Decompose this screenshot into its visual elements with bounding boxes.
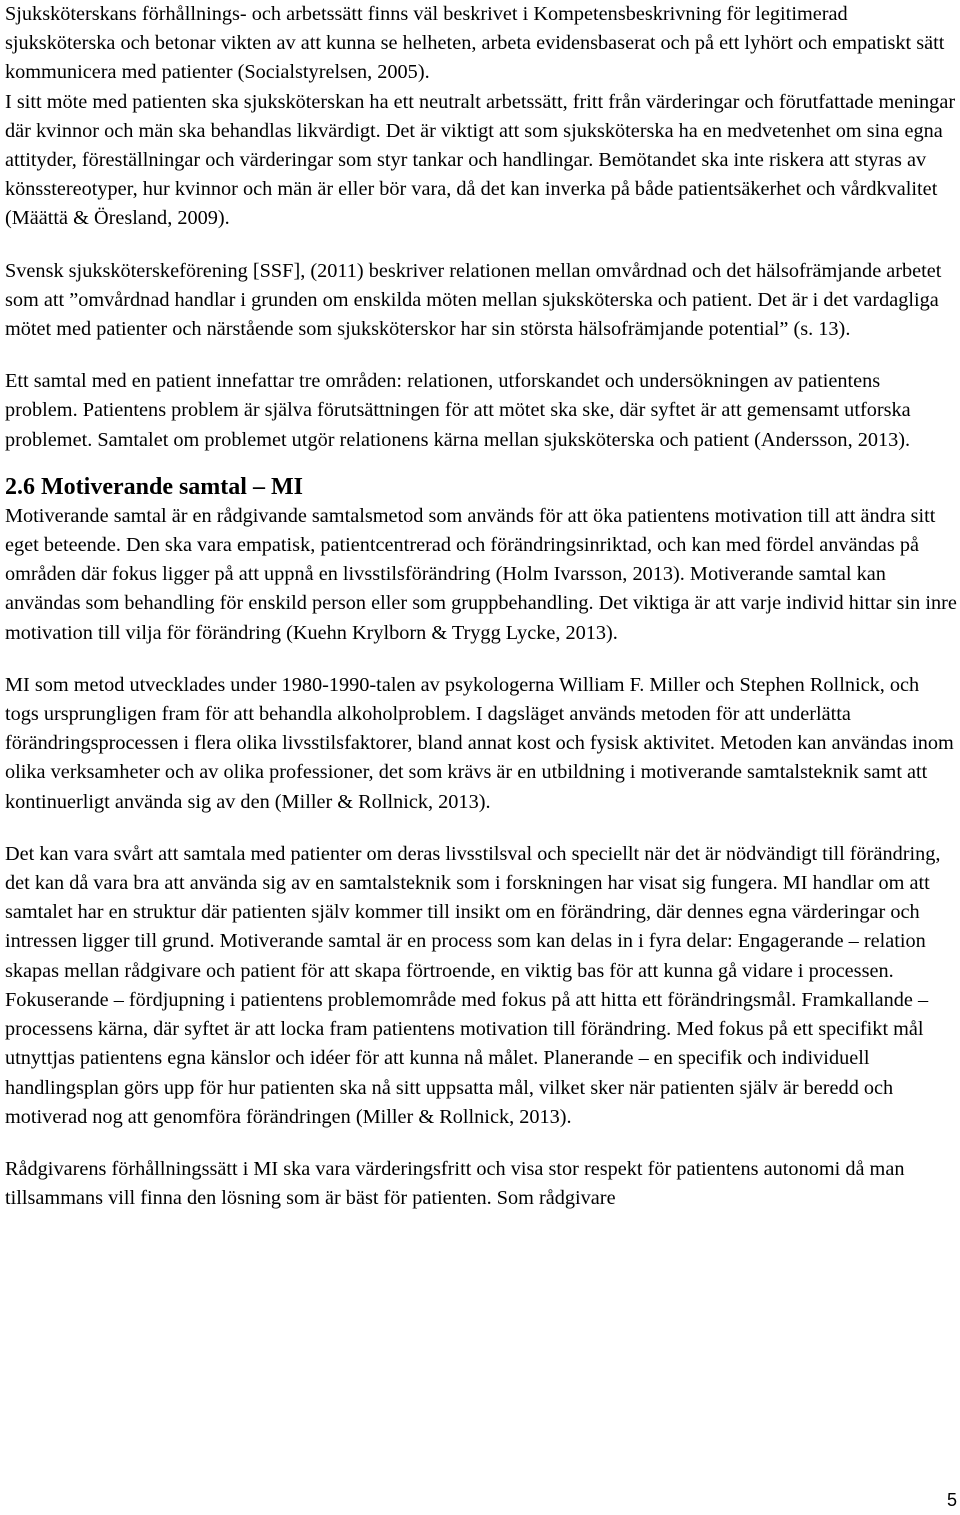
paragraph-mi-process: Det kan vara svårt att samtala med patienter om deras livsstilsval och speciellt när det är nödvändigt till förändring, det kan då vara bra att använda sig av en samtalsteknik som i forskningen har visat sig fungera. MI handlar om att samtalet har en struktur där patienten själv kommer till insikt om en förändring, där dennes egna värderingar och intressen ligger till grund. Motiverande samtal är en process som kan delas in i fyra delar: Engagerande – relation skapas mellan rådgivare och patient för att skapa förtroende, en viktig bas för att kunna gå vidare i processen. Fokuserande – fördjupning i patientens problemområde med fokus på att hitta ett förändringsmål. Framkallande – processens kärna, där syftet är att locka fram patientens motivation till förändring. Med fokus på ett specifikt mål utnyttjas patientens egna känslor och idéer för att kunna nå målet. Planerande – en specifik och individuell handlingsplan görs upp för hur patienten ska nå sitt uppsatta mål, vilket sker när patienten själv är beredd och motiverad nog att genomföra förändringen (Miller & Rollnick, 2013). [5, 842, 941, 1128]
paragraph-spacer [5, 455, 957, 472]
paragraph-spacer [5, 817, 957, 840]
paragraph-spacer [5, 344, 957, 367]
document-page [5, 0, 957, 1213]
paragraph-mi-intro: Motiverande samtal är en rådgivande samtalsmetod som används för att öka patientens motivation till att ändra sitt eget beteende. Den ska vara empatisk, patientcentrerad och förändringsinriktad, och kan med fördel användas på områden där fokus ligger på att uppnå en livsstilsförändring (Holm Ivarsson, 2013). Motiverande samtal kan användas som behandling för enskild person eller som gruppbehandling. Det viktiga är att varje individ hittar sin inre motivation till vilja för förändring (Kuehn Krylborn & Trygg Lycke, 2013). [5, 504, 957, 644]
paragraph-mi-history: MI som metod utvecklades under 1980-1990-talen av psykologerna William F. Miller och Stephen Rollnick, och togs ursprungligen fram för att behandla alkoholproblem. I dagsläget används metoden för att underlätta förändringsprocessen i flera olika livsstilsfaktorer, bland annat kost och fysisk aktivitet. Metoden kan användas inom olika verksamheter och av olika professioner, det som krävs är en utbildning i motiverande samtalsteknik samt att kontinuerligt använda sig av den (Miller & Rollnick, 2013). [5, 673, 954, 813]
paragraph-competence: Sjuksköterskans förhållnings- och arbetssätt finns väl beskrivet i Kompetensbeskrivning för legitimerad sjuksköterska och betonar vikten av att kunna se helheten, arbeta evidensbaserat och på ett lyhört och empatiskt sätt kommunicera med patienter (Socialstyrelsen, 2005). [5, 3, 945, 84]
paragraph-ssf: Svensk sjuksköterskeförening [SSF], (2011) beskriver relationen mellan omvårdnad och det hälsofrämjande arbetet som att ”omvårdnad handlar i grunden om enskilda möten mellan sjuksköterska och patient. Det är i det vardagliga mötet med patienter och närstående som sjuksköterskor har sin största hälsofrämjande potential” (s. 13). [5, 259, 942, 341]
paragraph-spacer [5, 234, 957, 257]
section-heading: 2.6 Motiverande samtal – MI [5, 473, 303, 500]
page-number: 5 [946, 1490, 957, 1510]
paragraph-conversation: Ett samtal med en patient innefattar tre områden: relationen, utforskandet och undersökningen av patientens problem. Patientens problem är själva förutsättningen för att mötet ska ske, där syftet är att gemensamt utforska problemet. Samtalet om problemet utgör relationens kärna mellan sjuksköterska och patient (Andersson, 2013). [5, 370, 911, 451]
paragraph-meeting-patient: I sitt möte med patienten ska sjuksköterskan ha ett neutralt arbetssätt, fritt från värderingar och förutfattade meningar där kvinnor och män ska behandlas likvärdigt. Det är viktigt att som sjuksköterska ha en medvetenhet om sina egna attityder, föreställningar och värderingar som styr tankar och handlingar. Bemötandet ska inte riskera att styras av könsstereotyper, hur kvinnor och män är eller bör vara, då det kan inverka på både patientsäkerhet och vårdkvalitet (Määttä & Öresland, 2009). [5, 90, 956, 230]
paragraph-mi-advisor: Rådgivarens förhållningssätt i MI ska vara värderingsfritt och visa stor respekt för patientens autonomi då man tillsammans vill finna den lösning som är bäst för patienten. Som rådgivare [5, 1157, 905, 1210]
paragraph-spacer [5, 1132, 957, 1155]
paragraph-spacer [5, 648, 957, 671]
